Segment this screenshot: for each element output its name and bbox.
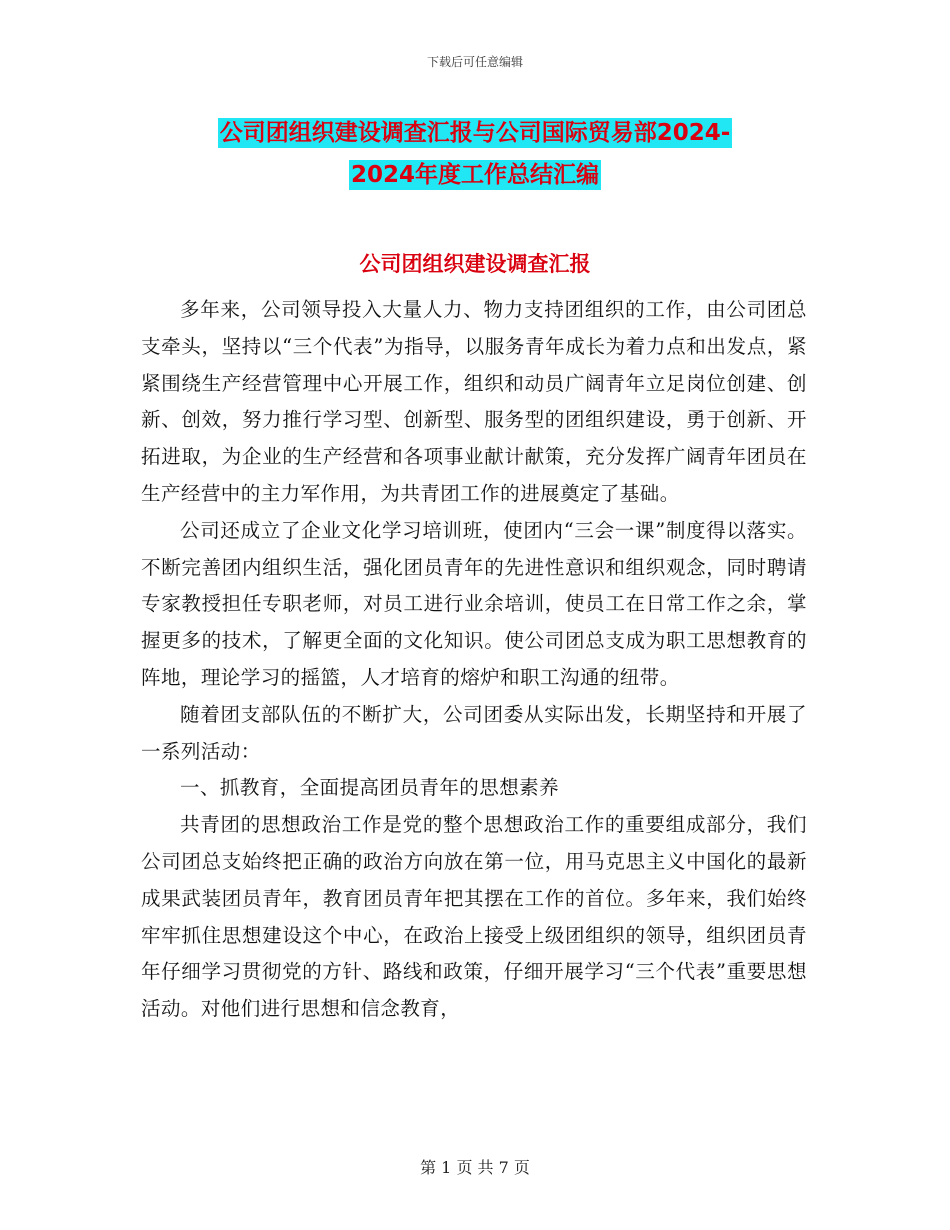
paragraph: 多年来，公司领导投入大量人力、物力支持团组织的工作，由公司团总支牵头，坚持以“三个代表”为指导，以服务青年成长为着力点和出发点，紧紧围绕生产经营管理中心开展工作，组织和动员广阔青年立足岗位创建、创新、创效，努力推行学习型、创新型、服务型的团组织建设，勇于创新、开拓进取，为企业的生产经营和各项事业献计献策，充分发挥广阔青年团员在生产经营中的主力军作用，为共青团工作的进展奠定了基础。	[141, 298, 807, 505]
page-indicator: 第 1 页 共 7 页	[420, 1158, 530, 1177]
section-title: 公司团组织建设调查汇报	[359, 252, 591, 276]
subheading: 一、抓教育，全面提高团员青年的思想素养	[180, 776, 560, 800]
document-title-line-2: 2024年度工作总结汇编	[350, 162, 599, 188]
page-header-note: 下载后可任意编辑	[426, 55, 523, 69]
paragraph: 随着团支部队伍的不断扩大，公司团委从实际出发，长期坚持和开展了一系列活动：	[141, 702, 807, 763]
document-body	[141, 292, 807, 1028]
paragraph: 共青团的思想政治工作是党的整个思想政治工作的重要组成部分，我们公司团总支始终把正确的政治方向放在第一位，用马克思主义中国化的最新成果武装团员青年，教育团员青年把其摆在工作的首位。多年来，我们始终牢牢抓住思想建设这个中心，在政治上接受上级团组织的领导，组织团员青年仔细学习贯彻党的方针、路线和政策，仔细开展学习“三个代表”重要思想活动。对他们进行思想和信念教育，	[141, 813, 807, 1021]
paragraph: 公司还成立了企业文化学习培训班，使团内“三会一课”制度得以落实。不断完善团内组织生活，强化团员青年的先进性意识和组织观念，同时聘请专家教授担任专职老师，对员工进行业余培训，使员工在日常工作之余，掌握更多的技术，了解更全面的文化知识。使公司团总支成为职工思想教育的阵地，理论学习的摇篮，人才培育的熔炉和职工沟通的纽带。	[141, 518, 807, 689]
document-title	[140, 112, 810, 196]
document-title-line-1: 公司团组织建设调查汇报与公司国际贸易部2024-	[219, 120, 731, 146]
